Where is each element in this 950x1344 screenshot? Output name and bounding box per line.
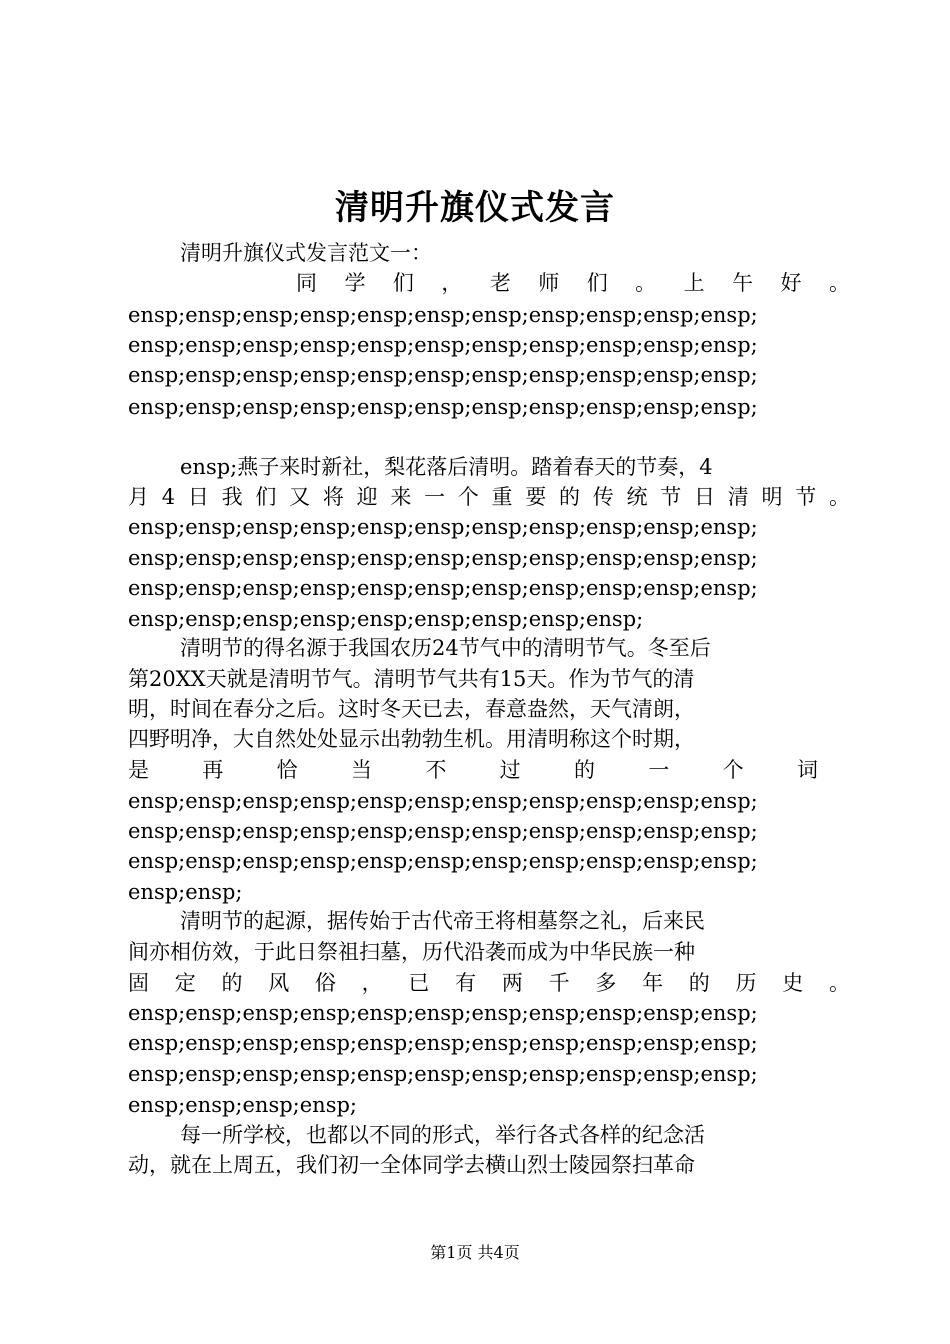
body-line: ensp;ensp;ensp;ensp;ensp;ensp;ensp;ensp;ensp;ensp;ensp; — [128, 395, 758, 419]
document-title: 清明升旗仪式发言 — [335, 188, 615, 228]
body-line: ensp;ensp;ensp;ensp; — [128, 1093, 357, 1117]
body-line: 每一所学校，也都以不同的形式，举行各式各样的纪念活 — [180, 1123, 705, 1147]
body-line: ensp;ensp;ensp;ensp;ensp;ensp;ensp;ensp;ensp; — [128, 607, 644, 631]
body-line: 月4日我们又将迎来一个重要的传统节日清明节。 — [128, 485, 850, 509]
body-line: 清明升旗仪式发言范文一： — [180, 241, 432, 265]
body-line: ensp;ensp;ensp;ensp;ensp;ensp;ensp;ensp;ensp;ensp;ensp; — [128, 819, 758, 843]
body-line: 间亦相仿效，于此日祭祖扫墓，历代沿袭而成为中华民族一种 — [128, 940, 695, 964]
body-line: ensp;ensp;ensp;ensp;ensp;ensp;ensp;ensp;ensp;ensp;ensp; — [128, 515, 758, 539]
body-line: 明，时间在春分之后。这时冬天已去，春意盎然，天气清朗， — [128, 697, 695, 721]
body-line: 是再恰当不过的一个词 — [128, 758, 818, 782]
body-line: ensp;ensp;ensp;ensp;ensp;ensp;ensp;ensp;ensp;ensp;ensp; — [128, 303, 758, 327]
page-footer: 第1页 共4页 — [430, 1243, 520, 1262]
body-line: 同学们，老师们。上午好。 — [296, 271, 850, 295]
body-line: ensp;ensp;ensp;ensp;ensp;ensp;ensp;ensp;ensp;ensp;ensp; — [128, 849, 758, 873]
body-line: ensp;ensp;ensp;ensp;ensp;ensp;ensp;ensp;ensp;ensp;ensp; — [128, 1031, 758, 1055]
body-line: 清明节的起源，据传始于古代帝王将相墓祭之礼，后来民 — [180, 909, 705, 933]
body-line: ensp;ensp;ensp;ensp;ensp;ensp;ensp;ensp;ensp;ensp;ensp; — [128, 576, 758, 600]
body-line: ensp;ensp;ensp;ensp;ensp;ensp;ensp;ensp;ensp;ensp;ensp; — [128, 333, 758, 357]
body-line: 固定的风俗，已有两千多年的历史。 — [128, 971, 850, 995]
body-line: 动，就在上周五，我们初一全体同学去横山烈士陵园祭扫革命 — [128, 1153, 695, 1177]
body-line: ensp;ensp;ensp;ensp;ensp;ensp;ensp;ensp;ensp;ensp;ensp; — [128, 1062, 758, 1086]
body-line: ensp;ensp; — [128, 880, 243, 904]
body-line: ensp;燕子来时新社，梨花落后清明。踏着春天的节奏，4 — [180, 455, 713, 479]
body-line: ensp;ensp;ensp;ensp;ensp;ensp;ensp;ensp;ensp;ensp;ensp; — [128, 363, 758, 387]
body-line: 清明节的得名源于我国农历24节气中的清明节气。冬至后 — [180, 636, 711, 660]
body-line: ensp;ensp;ensp;ensp;ensp;ensp;ensp;ensp;ensp;ensp;ensp; — [128, 1001, 758, 1025]
body-line: ensp;ensp;ensp;ensp;ensp;ensp;ensp;ensp;ensp;ensp;ensp; — [128, 789, 758, 813]
body-line: 第20XX天就是清明节气。清明节气共有15天。作为节气的清 — [128, 667, 695, 691]
body-line: 四野明净，大自然处处显示出勃勃生机。用清明称这个时期， — [128, 727, 695, 751]
body-line: ensp;ensp;ensp;ensp;ensp;ensp;ensp;ensp;ensp;ensp;ensp; — [128, 546, 758, 570]
